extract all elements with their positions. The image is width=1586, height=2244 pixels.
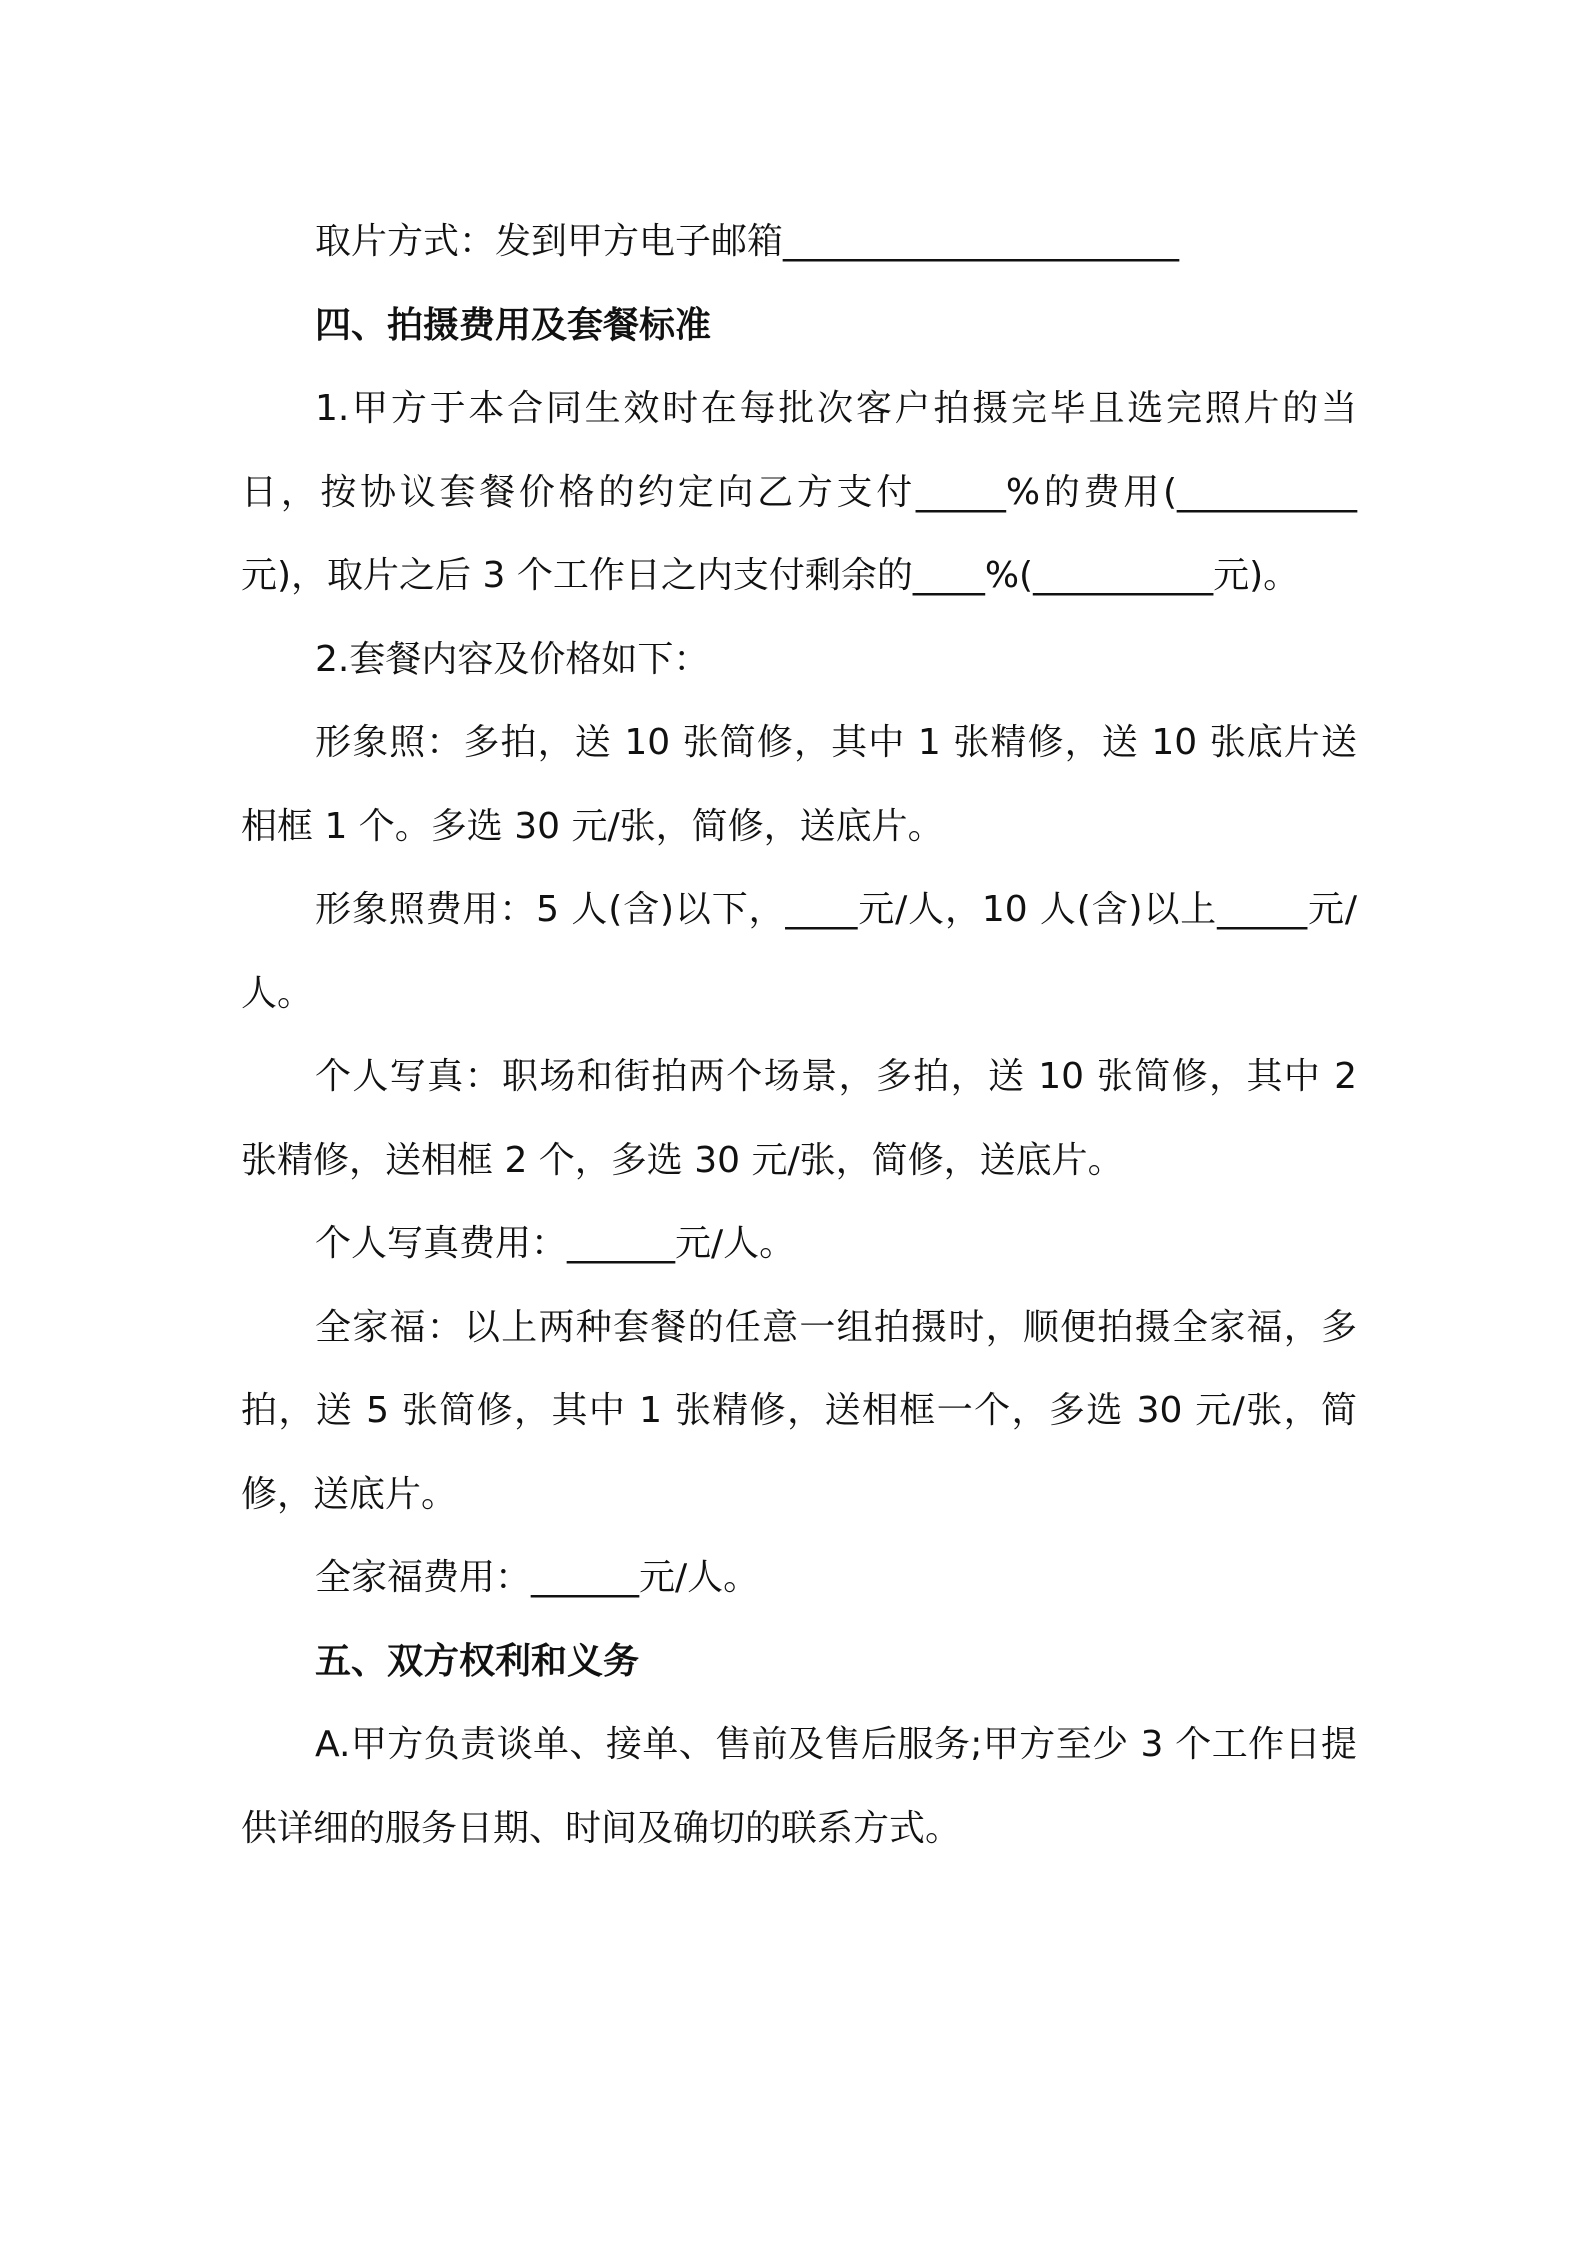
- section-4-heading: 四、拍摄费用及套餐标准: [315, 304, 712, 346]
- personal-portrait-paragraph: 个人写真：职场和街拍两个场景，多拍，送 10 张简修，其中 2 张精修，送相框 2 个，多选 30 元/张，简修，送底片。: [241, 1056, 1357, 1181]
- personal-portrait-fee-paragraph: 个人写真费用：______元/人。: [315, 1223, 796, 1264]
- family-photo-fee-paragraph: 全家福费用：______元/人。: [315, 1557, 760, 1598]
- clause-5-a-paragraph: A.甲方负责谈单、接单、售前及售后服务;甲方至少 3 个工作日提供详细的服务日期、时间及确切的联系方式。: [241, 1724, 1357, 1849]
- image-photo-fee-paragraph: 形象照费用：5 人(含)以下，____元/人，10 人(含)以上_____元/人。: [241, 889, 1357, 1014]
- image-photo-paragraph: 形象照：多拍，送 10 张简修，其中 1 张精修，送 10 张底片送相框 1 个。多选 30 元/张，简修，送底片。: [241, 722, 1357, 847]
- clause-4-2-paragraph: 2.套餐内容及价格如下：: [315, 638, 710, 680]
- clause-4-1-paragraph: 1.甲方于本合同生效时在每批次客户拍摄完毕且选完照片的当日，按协议套餐价格的约定向乙方支付_____%的费用(__________元)，取片之后 3 个工作日之内支付剩余的____%(__________元)。: [241, 388, 1357, 596]
- pickup-method-paragraph: 取片方式：发到甲方电子邮箱______________________: [315, 221, 1180, 262]
- document-page: [241, 200, 1357, 1870]
- family-photo-paragraph: 全家福：以上两种套餐的任意一组拍摄时，顺便拍摄全家福，多拍，送 5 张简修，其中 1 张精修，送相框一个，多选 30 元/张，简修，送底片。: [241, 1306, 1357, 1515]
- section-5-heading: 五、双方权利和义务: [315, 1640, 640, 1682]
